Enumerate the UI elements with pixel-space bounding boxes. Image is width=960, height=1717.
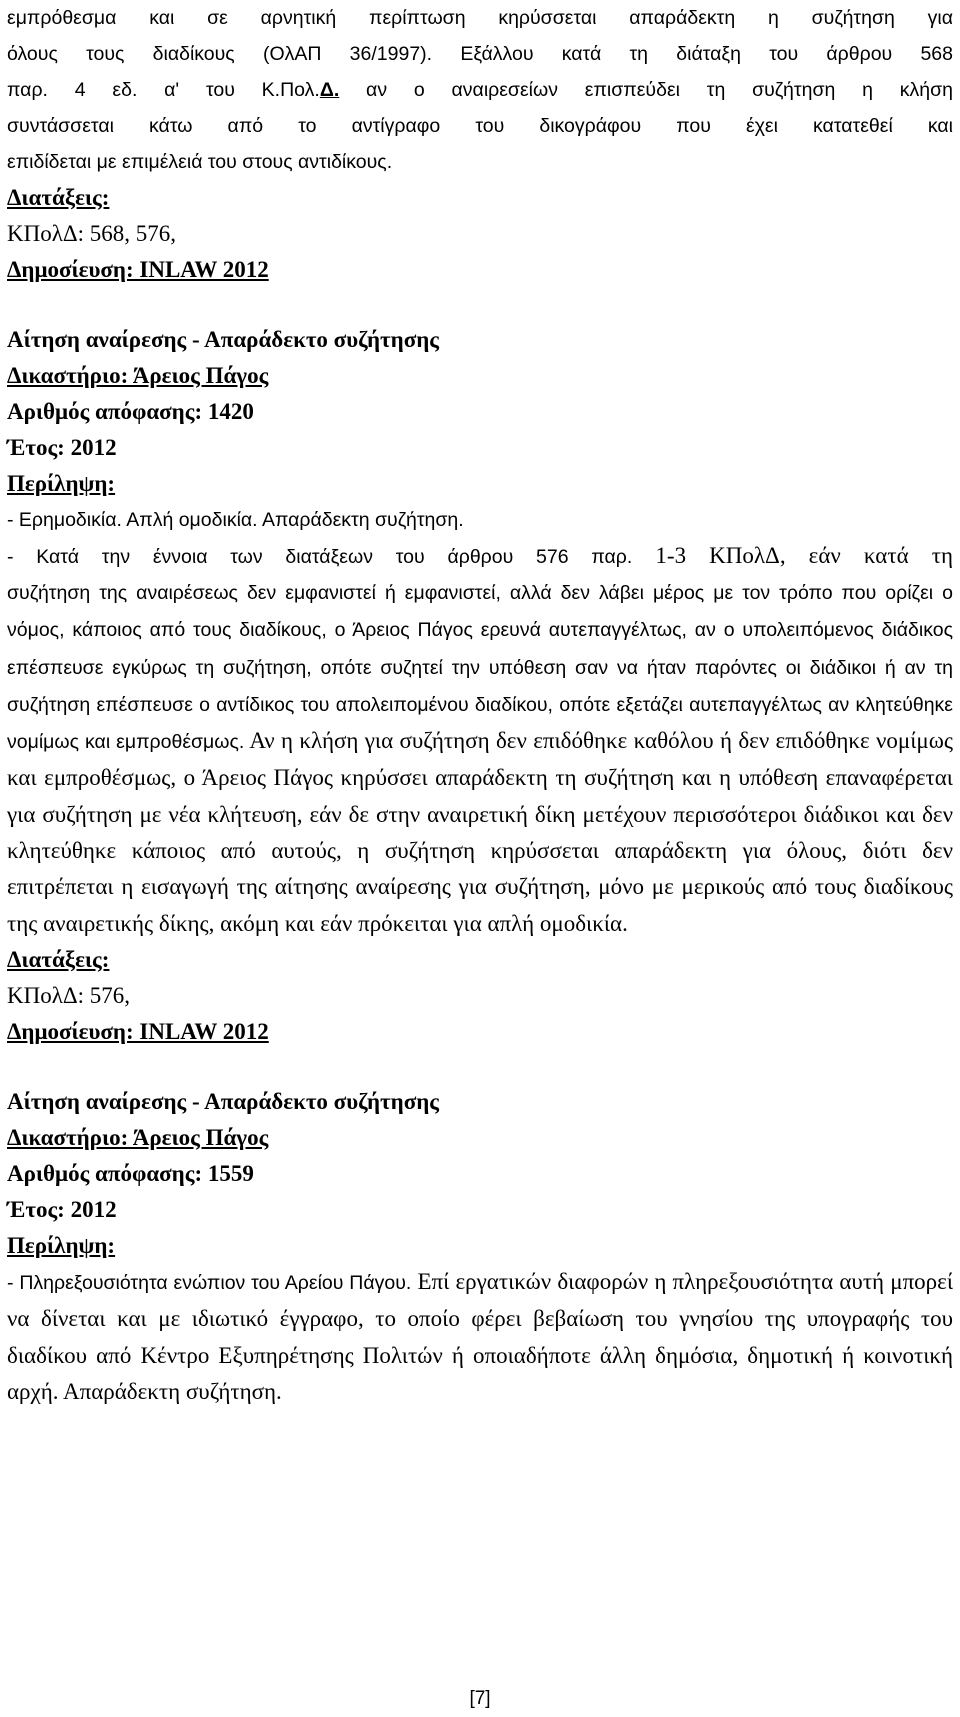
summary-text: Αν η κλήση για συζήτηση δεν επιδόθηκε καθόλου ή δεν επιδόθηκε νομίμως και εμπροθέσμως, ο Άρειος Πάγος κηρύσσει απαράδεκτη τη συζήτηση και η υπόθεση επαναφέρεται για συζήτηση με νέα κλήτευση, εάν δε στην αναιρετική δίκη μετέχουν περισσότεροι διάδικοι και δεν κλητεύθηκε κάποιος από αυτούς, η συζήτηση κηρύσσεται απαράδεκτη για όλους, διότι δεν επιτρέπεται η εισαγωγή της αίτησης αναίρεσης για συζήτηση, μόνο με μερικούς από τους διαδίκους της αναιρετικής δίκης, ακόμη και εάν πρόκειται για απλή ομοδικία.: [7, 728, 953, 936]
intro-line: συντάσσεται κάτω από το αντίγραφο του δικογράφου που έχει κατατεθεί και: [7, 115, 953, 137]
case-title: Αίτηση αναίρεσης - Απαράδεκτο συζήτησης: [7, 1088, 439, 1114]
provisions-value: ΚΠολΔ: 576,: [7, 982, 131, 1008]
summary-line: [7, 538, 953, 574]
summary-label: Περίληψη:: [7, 1232, 116, 1258]
summary-text: Επί εργατικών διαφορών η πληρεξουσιότητα αυτή μπορεί να δίνεται και με ιδιωτικό έγγραφο, το οποίο φέρει βεβαίωση του γνησίου της υπογραφής του διαδίκου από Κέντρο Εξυπηρέτησης Πολιτών ή οποιαδήποτε άλλη δημόσια, δημοτική ή κοινοτική αρχή. Απαράδεκτη συζήτηση.: [7, 1268, 954, 1404]
summary-text: 1-3 ΚΠολΔ, εάν κατά τη: [655, 543, 953, 568]
publication-label: Δημοσίευση: INLAW 2012: [7, 257, 269, 282]
summary-text: - Πληρεξουσιότητα ενώπιον του Αρείου Πάγου.: [7, 1271, 412, 1294]
court-label: Δικαστήριο: Άρειος Πάγος: [7, 363, 269, 388]
provisions-value: ΚΠολΔ: 568, 576,: [7, 221, 177, 246]
decision-number: Αριθμός απόφασης: 1420: [7, 399, 254, 424]
summary-paragraph: [7, 574, 953, 942]
summary-label: Περίληψη:: [7, 471, 116, 496]
document-page: [7, 0, 953, 1410]
intro-line: όλους τους διαδίκους (ΟλΑΠ 36/1997). Εξάλλου κατά τη διάταξη του άρθρου 568: [7, 43, 953, 65]
intro-line: επιδίδεται με επιμέλειά του στους αντιδίκους.: [7, 151, 393, 173]
provisions-label: Διατάξεις:: [7, 946, 110, 972]
summary-line: - Ερημοδικία. Απλή ομοδικία. Απαράδεκτη συζήτηση.: [7, 509, 464, 531]
summary-text: συζήτηση της αναιρέσεως δεν εμφανιστεί ή εμφανιστεί, αλλά δεν λάβει μέρος με τον τρόπο που ορίζει ο νόμος, κάποιος από τους διαδίκους, ο Άρειος Πάγος ερευνά αυτεπαγγέλτως, αν ο υπολειπόμενος διάδικος επέσπευσε εγκύρως τη συζήτηση, οπότε συζητεί την υπόθεση σαν να ήταν παρόντες οι διάδικοι ή αν τη συζήτηση επέσπευσε ο αντίδικος του απολειπομένου διαδίκου, οπότε εξετάζει αυτεπαγγέλτως αν κλητεύθηκε νομίμως και εμπροθέσμως.: [7, 582, 953, 754]
intro-line: εμπρόθεσμα και σε αρνητική περίπτωση κηρύσσεται απαράδεκτη η συζήτηση για: [7, 7, 953, 29]
intro-line: [7, 72, 953, 108]
decision-number: Αριθμός απόφασης: 1559: [7, 1160, 254, 1186]
summary-paragraph: [7, 1264, 953, 1410]
provisions-label: Διατάξεις:: [7, 185, 110, 210]
summary-text: - Κατά την έννοια των διατάξεων του άρθρου 576 παρ.: [7, 546, 633, 568]
kpold-link[interactable]: Δ.: [319, 79, 340, 101]
decision-year: Έτος: 2012: [7, 1196, 117, 1222]
case-title: Αίτηση αναίρεσης - Απαράδεκτο συζήτησης: [7, 327, 439, 352]
publication-label: Δημοσίευση: INLAW 2012: [7, 1018, 269, 1044]
intro-text: αν ο αναιρεσείων επισπεύδει τη συζήτηση η κλήση: [339, 79, 953, 101]
decision-year: Έτος: 2012: [7, 435, 117, 460]
page-number: [7]: [469, 1688, 491, 1709]
intro-text: παρ. 4 εδ. α' του Κ.Πολ.: [7, 79, 320, 101]
court-label: Δικαστήριο: Άρειος Πάγος: [7, 1124, 269, 1150]
